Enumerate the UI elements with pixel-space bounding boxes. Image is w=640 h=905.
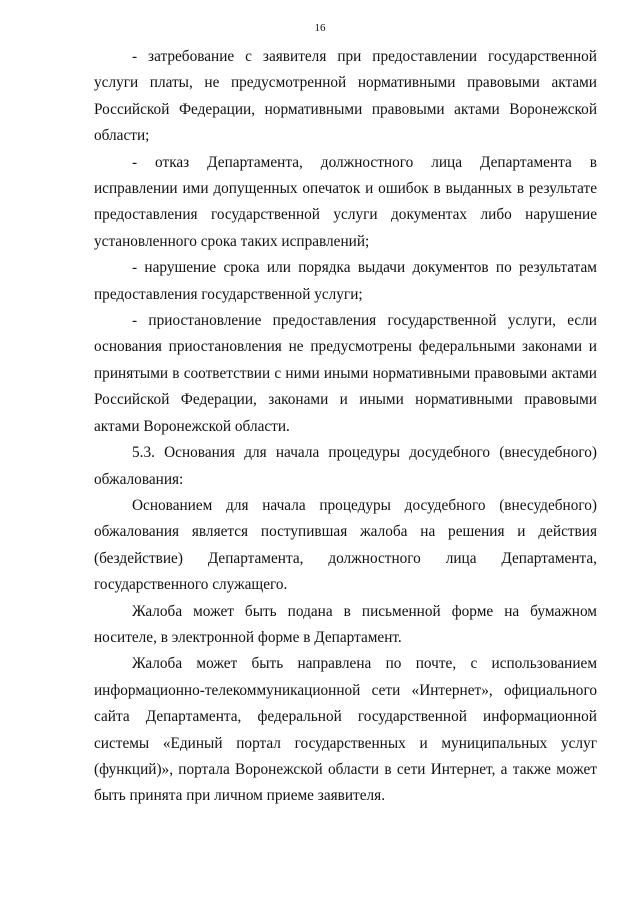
paragraph-grounds: Основанием для начала процедуры досудебного (внесудебного) обжалования является поступившая жалоба на решения и действия (бездействие) Департамента, должностного лица Департамента, государственного служащего. bbox=[94, 496, 597, 594]
paragraph-correction-refusal: - отказ Департамента, должностного лица Департамента в исправлении ими допущенных опечаток и ошибок в выданных в результате предоставления государственной услуги документах либо нарушение установленного срока таких исправлений; bbox=[94, 153, 597, 250]
paragraph-issuance-violation: - нарушение срока или порядка выдачи документов по результатам предоставления государственной услуги; bbox=[94, 259, 597, 303]
paragraph-submission-form: Жалоба может быть подана в письменной форме на бумажном носителе, в электронной форме в Департамент. bbox=[94, 602, 597, 646]
paragraph-submission-channels: Жалоба может быть направлена по почте, с использованием информационно-телекоммуникационной сети «Интернет», официального сайта Департамента, федеральной государственной информационной системы «Единый портал государственных и муниципальных услуг (функций)», портала Воронежской области в сети Интернет, а также может быть принята при личном приеме заявителя. bbox=[94, 655, 597, 805]
paragraph-section-5-3: 5.3. Основания для начала процедуры досудебного (внесудебного) обжалования: bbox=[94, 444, 597, 488]
document-body bbox=[94, 44, 597, 810]
page-number: 16 bbox=[314, 22, 326, 34]
paragraph-fee-demand: - затребование с заявителя при предоставлении государственной услуги платы, не предусмотренной нормативными правовыми актами Российской Федерации, нормативными правовыми актами Воронежской области; bbox=[94, 48, 597, 145]
paragraph-suspension: - приостановление предоставления государственной услуги, если основания приостановления не предусмотрены федеральными законами и принятыми в соответствии с ними иными нормативными правовыми актами Российской Федерации, законами и иными нормативными правовыми актами Воронежской области. bbox=[94, 312, 597, 435]
